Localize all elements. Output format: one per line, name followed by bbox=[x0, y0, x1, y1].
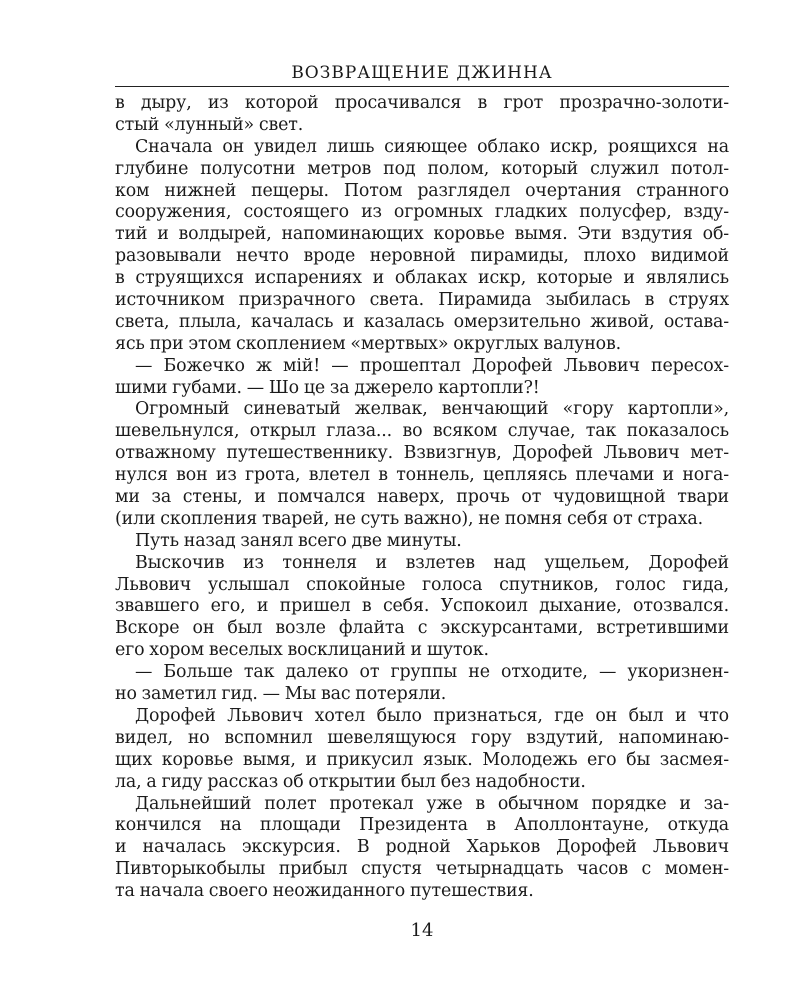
text-line: Дорофей Львович хотел было признаться, где он был и что bbox=[135, 705, 729, 726]
text-line: ла, а гиду рассказ об открытии был без надобности. bbox=[115, 771, 586, 792]
text-line: шевельнулся, открыл глаза... во всяком случае, так показалось bbox=[115, 421, 729, 442]
text-line: ком нижней пещеры. Потом разглядел очертания странного bbox=[115, 180, 729, 201]
text-line: шими губами. — Шо це за джерело картопли?! bbox=[115, 377, 540, 398]
running-title: ВОЗВРАЩЕНИЕ ДЖИННА bbox=[291, 63, 553, 83]
text-line: и началась экскурсия. В родной Харьков Дорофей Львович bbox=[115, 837, 729, 858]
text-line: видел, но вспомнил шевелящуюся гору вздутий, напоминаю- bbox=[115, 727, 729, 748]
text-line: — Больше так далеко от группы не отходите, — укоризнен- bbox=[135, 662, 729, 683]
text-line: в струящихся испарениях и облаках искр, которые и являлись bbox=[115, 268, 729, 289]
text-line: кончился на площади Президента в Аполлонтауне, откуда bbox=[115, 815, 729, 836]
text-line: Сначала он увидел лишь сияющее облако искр, роящихся на bbox=[135, 136, 729, 157]
text-line: щих коровье вымя, и прикусил язык. Молодежь его бы засмея- bbox=[115, 749, 729, 770]
text-line: его хором веселых восклицаний и шуток. bbox=[115, 640, 489, 661]
text-line: Вскоре он был возле флайта с экскурсантами, встретившими bbox=[115, 618, 729, 639]
book-page bbox=[115, 62, 729, 941]
text-line: Выскочив из тоннеля и взлетев над ущельем, Дорофей bbox=[135, 552, 729, 573]
text-line: Путь назад занял всего две минуты. bbox=[135, 530, 462, 551]
text-line: Пивторыкобылы прибыл спустя четырнадцать часов с момен- bbox=[115, 859, 729, 880]
text-line: Огромный синеватый желвак, венчающий «гору картопли», bbox=[135, 399, 729, 420]
text-line: света, плыла, качалась и казалась омерзительно живой, остава- bbox=[115, 311, 729, 332]
text-line: стый «лунный» свет. bbox=[115, 114, 304, 135]
text-line: но заметил гид. — Мы вас потеряли. bbox=[115, 684, 447, 705]
text-line: Львович услышал спокойные голоса спутников, голос гида, bbox=[115, 574, 729, 595]
text-line: (или скопления тварей, не суть важно), не помня себя от страха. bbox=[115, 508, 703, 529]
text-line: в дыру, из которой просачивался в грот прозрачно-золоти- bbox=[115, 93, 729, 113]
text-line: тий и волдырей, напоминающих коровье вымя. Эти вздутия об- bbox=[115, 224, 729, 245]
text-line: сооружения, состоящего из огромных гладких полусфер, взду- bbox=[115, 202, 729, 223]
text-line: разовывали нечто вроде неровной пирамиды, плохо видимой bbox=[115, 246, 729, 267]
text-line: источником призрачного света. Пирамида зыбилась в струях bbox=[115, 290, 729, 311]
text-line: ми за стены, и помчался наверх, прочь от чудовищной твари bbox=[115, 487, 729, 508]
text-line: Дальнейший полет протекал уже в обычном порядке и за- bbox=[135, 793, 729, 814]
text-line: — Божечко ж мій! — прошептал Дорофей Львович пересох- bbox=[135, 355, 729, 376]
body-text bbox=[115, 93, 729, 903]
text-line: звавшего его, и пришел в себя. Успокоил дыхание, отозвался. bbox=[115, 596, 729, 617]
text-line: нулся вон из грота, влетел в тоннель, цепляясь плечами и нога- bbox=[115, 465, 729, 486]
header-rule bbox=[115, 86, 729, 87]
text-line: глубине полусотни метров под полом, который служил потол- bbox=[115, 158, 729, 179]
page-number: 14 bbox=[410, 920, 434, 941]
text-line: та начала своего неожиданного путешествия. bbox=[115, 881, 534, 902]
text-line: ясь при этом скоплением «мертвых» округлых валунов. bbox=[115, 333, 621, 354]
text-line: отважному путешественнику. Взвизгнув, Дорофей Львович мет- bbox=[115, 443, 729, 464]
